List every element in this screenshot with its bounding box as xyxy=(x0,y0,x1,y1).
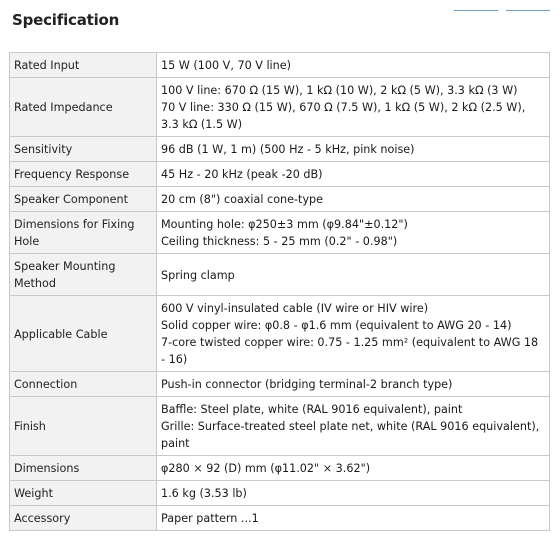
section-heading: Specification xyxy=(12,11,120,29)
top-tab-1[interactable] xyxy=(454,0,498,11)
spec-value xyxy=(157,397,550,456)
spec-label: Dimensions xyxy=(10,456,157,481)
specification-table xyxy=(9,52,550,531)
spec-value xyxy=(157,212,550,254)
spec-value-line: 3.3 kΩ (1.5 W) xyxy=(161,118,243,131)
spec-value-line: 7-core twisted copper wire: 0.75 - 1.25 mm² (equivalent to AWG 18 - 16) xyxy=(161,336,539,366)
spec-row xyxy=(10,481,550,506)
spec-value-line: 96 dB (1 W, 1 m) (500 Hz - 5 kHz, pink noise) xyxy=(161,143,415,156)
spec-label: Rated Impedance xyxy=(10,78,157,137)
spec-label: Applicable Cable xyxy=(10,296,157,372)
spec-row xyxy=(10,212,550,254)
spec-value-line: Push-in connector (bridging terminal-2 branch type) xyxy=(161,378,453,391)
spec-row xyxy=(10,254,550,296)
spec-value xyxy=(157,187,550,212)
spec-value-line: 70 V line: 330 Ω (15 W), 670 Ω (7.5 W), 1 kΩ (5 W), 2 kΩ (2.5 W), xyxy=(161,101,526,114)
spec-value-line: 15 W (100 V, 70 V line) xyxy=(161,59,292,72)
spec-value xyxy=(157,53,550,78)
spec-label: Frequency Response xyxy=(10,162,157,187)
spec-value-line: 600 V vinyl-insulated cable (IV wire or HIV wire) xyxy=(161,302,429,315)
spec-value-line: 100 V line: 670 Ω (15 W), 1 kΩ (10 W), 2 kΩ (5 W), 3.3 kΩ (3 W) xyxy=(161,84,518,97)
spec-label: Connection xyxy=(10,372,157,397)
spec-value xyxy=(157,162,550,187)
spec-value xyxy=(157,254,550,296)
spec-label: Sensitivity xyxy=(10,137,157,162)
spec-row xyxy=(10,456,550,481)
spec-value-line: Solid copper wire: φ0.8 - φ1.6 mm (equivalent to AWG 20 - 14) xyxy=(161,319,512,332)
spec-row xyxy=(10,372,550,397)
spec-label: Speaker Component xyxy=(10,187,157,212)
spec-value-line: φ280 × 92 (D) mm (φ11.02" × 3.62") xyxy=(161,462,371,475)
spec-label: Accessory xyxy=(10,506,157,531)
spec-value xyxy=(157,506,550,531)
spec-row xyxy=(10,162,550,187)
spec-value-line: 1.6 kg (3.53 lb) xyxy=(161,487,247,500)
spec-value xyxy=(157,78,550,137)
top-tabs xyxy=(454,0,550,11)
spec-value xyxy=(157,296,550,372)
spec-row xyxy=(10,506,550,531)
spec-value-line: 45 Hz - 20 kHz (peak -20 dB) xyxy=(161,168,323,181)
spec-value xyxy=(157,137,550,162)
spec-row xyxy=(10,78,550,137)
spec-value-line: Mounting hole: φ250±3 mm (φ9.84"±0.12") xyxy=(161,218,408,231)
spec-value-line: 20 cm (8") coaxial cone-type xyxy=(161,193,324,206)
top-tab-2[interactable] xyxy=(506,0,550,11)
spec-value xyxy=(157,481,550,506)
spec-row xyxy=(10,296,550,372)
spec-value xyxy=(157,456,550,481)
spec-label: Dimensions for Fixing Hole xyxy=(10,212,157,254)
spec-row xyxy=(10,137,550,162)
spec-row xyxy=(10,397,550,456)
spec-value-line: Baffle: Steel plate, white (RAL 9016 equivalent), paint xyxy=(161,403,463,416)
spec-value xyxy=(157,372,550,397)
spec-label: Speaker Mounting Method xyxy=(10,254,157,296)
spec-row xyxy=(10,53,550,78)
spec-label: Finish xyxy=(10,397,157,456)
spec-label: Weight xyxy=(10,481,157,506)
spec-value-line: Spring clamp xyxy=(161,268,235,282)
spec-label: Rated Input xyxy=(10,53,157,78)
spec-value-line: Ceiling thickness: 5 - 25 mm (0.2" - 0.98") xyxy=(161,235,398,248)
spec-value-line: Paper pattern ...1 xyxy=(161,512,259,525)
spec-row xyxy=(10,187,550,212)
spec-value-line: Grille: Surface-treated steel plate net, white (RAL 9016 equivalent), paint xyxy=(161,420,540,450)
specification-table-body xyxy=(10,53,550,531)
